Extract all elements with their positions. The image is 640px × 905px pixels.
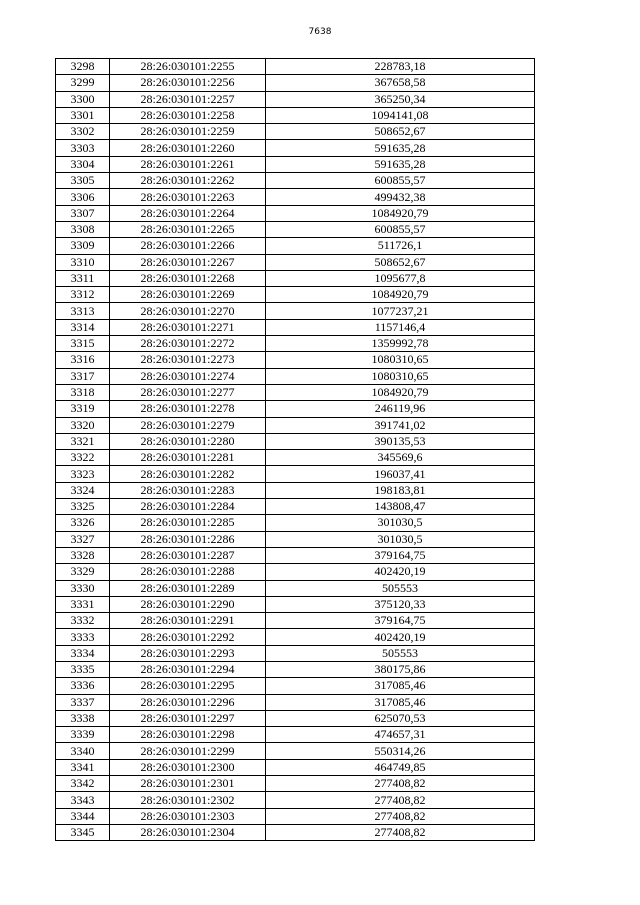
cadastral-value-cell: 505553 xyxy=(266,580,535,596)
row-number-cell: 3298 xyxy=(56,59,110,75)
table-row xyxy=(56,156,535,172)
table-row xyxy=(56,792,535,808)
cadastral-value-cell: 301030,5 xyxy=(266,531,535,547)
cadastral-number-cell: 28:26:030101:2300 xyxy=(110,759,266,775)
cadastral-value-table xyxy=(55,58,535,841)
table-row xyxy=(56,727,535,743)
row-number-cell: 3345 xyxy=(56,824,110,840)
cadastral-value-cell: 365250,34 xyxy=(266,91,535,107)
cadastral-number-cell: 28:26:030101:2290 xyxy=(110,596,266,612)
table-row xyxy=(56,613,535,629)
cadastral-value-cell: 277408,82 xyxy=(266,824,535,840)
row-number-cell: 3309 xyxy=(56,238,110,254)
cadastral-value-cell: 301030,5 xyxy=(266,515,535,531)
cadastral-number-cell: 28:26:030101:2288 xyxy=(110,564,266,580)
table-row xyxy=(56,303,535,319)
cadastral-value-cell: 1084920,79 xyxy=(266,287,535,303)
table-row xyxy=(56,450,535,466)
row-number-cell: 3301 xyxy=(56,107,110,123)
row-number-cell: 3321 xyxy=(56,433,110,449)
table-row xyxy=(56,433,535,449)
cadastral-value-cell: 390135,53 xyxy=(266,433,535,449)
table-row xyxy=(56,59,535,75)
row-number-cell: 3343 xyxy=(56,792,110,808)
row-number-cell: 3304 xyxy=(56,156,110,172)
cadastral-number-cell: 28:26:030101:2256 xyxy=(110,75,266,91)
row-number-cell: 3311 xyxy=(56,270,110,286)
cadastral-value-cell: 508652,67 xyxy=(266,254,535,270)
cadastral-value-cell: 1094141,08 xyxy=(266,107,535,123)
row-number-cell: 3335 xyxy=(56,661,110,677)
cadastral-number-cell: 28:26:030101:2268 xyxy=(110,270,266,286)
cadastral-value-cell: 508652,67 xyxy=(266,124,535,140)
cadastral-number-cell: 28:26:030101:2270 xyxy=(110,303,266,319)
cadastral-number-cell: 28:26:030101:2281 xyxy=(110,450,266,466)
cadastral-value-cell: 474657,31 xyxy=(266,727,535,743)
cadastral-number-cell: 28:26:030101:2278 xyxy=(110,401,266,417)
cadastral-number-cell: 28:26:030101:2273 xyxy=(110,352,266,368)
cadastral-value-cell: 1157146,4 xyxy=(266,319,535,335)
cadastral-value-cell: 1359992,78 xyxy=(266,336,535,352)
cadastral-number-cell: 28:26:030101:2302 xyxy=(110,792,266,808)
cadastral-number-cell: 28:26:030101:2291 xyxy=(110,613,266,629)
row-number-cell: 3300 xyxy=(56,91,110,107)
cadastral-number-cell: 28:26:030101:2272 xyxy=(110,336,266,352)
cadastral-number-cell: 28:26:030101:2274 xyxy=(110,368,266,384)
table-row xyxy=(56,417,535,433)
cadastral-number-cell: 28:26:030101:2283 xyxy=(110,482,266,498)
table-row xyxy=(56,319,535,335)
cadastral-number-cell: 28:26:030101:2285 xyxy=(110,515,266,531)
cadastral-number-cell: 28:26:030101:2295 xyxy=(110,678,266,694)
cadastral-value-cell: 277408,82 xyxy=(266,776,535,792)
table-row xyxy=(56,499,535,515)
row-number-cell: 3341 xyxy=(56,759,110,775)
cadastral-number-cell: 28:26:030101:2269 xyxy=(110,287,266,303)
cadastral-value-cell: 379164,75 xyxy=(266,547,535,563)
row-number-cell: 3302 xyxy=(56,124,110,140)
cadastral-number-cell: 28:26:030101:2264 xyxy=(110,205,266,221)
cadastral-number-cell: 28:26:030101:2258 xyxy=(110,107,266,123)
row-number-cell: 3333 xyxy=(56,629,110,645)
cadastral-value-cell: 196037,41 xyxy=(266,466,535,482)
cadastral-number-cell: 28:26:030101:2293 xyxy=(110,645,266,661)
cadastral-number-cell: 28:26:030101:2261 xyxy=(110,156,266,172)
table-row xyxy=(56,678,535,694)
cadastral-value-cell: 198183,81 xyxy=(266,482,535,498)
cadastral-value-cell: 391741,02 xyxy=(266,417,535,433)
cadastral-value-cell: 246119,96 xyxy=(266,401,535,417)
row-number-cell: 3318 xyxy=(56,384,110,400)
cadastral-number-cell: 28:26:030101:2280 xyxy=(110,433,266,449)
cadastral-number-cell: 28:26:030101:2263 xyxy=(110,189,266,205)
row-number-cell: 3329 xyxy=(56,564,110,580)
page-number: 7638 xyxy=(308,27,332,37)
row-number-cell: 3327 xyxy=(56,531,110,547)
table-row xyxy=(56,270,535,286)
row-number-cell: 3326 xyxy=(56,515,110,531)
row-number-cell: 3308 xyxy=(56,221,110,237)
cadastral-value-cell: 402420,19 xyxy=(266,564,535,580)
table-row xyxy=(56,75,535,91)
cadastral-value-cell: 505553 xyxy=(266,645,535,661)
table-row xyxy=(56,629,535,645)
cadastral-value-cell: 625070,53 xyxy=(266,710,535,726)
row-number-cell: 3338 xyxy=(56,710,110,726)
table-row xyxy=(56,254,535,270)
table-row xyxy=(56,824,535,840)
row-number-cell: 3339 xyxy=(56,727,110,743)
cadastral-number-cell: 28:26:030101:2298 xyxy=(110,727,266,743)
cadastral-value-cell: 499432,38 xyxy=(266,189,535,205)
cadastral-value-cell: 1095677,8 xyxy=(266,270,535,286)
row-number-cell: 3306 xyxy=(56,189,110,205)
cadastral-value-cell: 600855,57 xyxy=(266,221,535,237)
row-number-cell: 3340 xyxy=(56,743,110,759)
table-row xyxy=(56,580,535,596)
table-row xyxy=(56,401,535,417)
row-number-cell: 3331 xyxy=(56,596,110,612)
cadastral-value-cell: 228783,18 xyxy=(266,59,535,75)
cadastral-value-cell: 317085,46 xyxy=(266,694,535,710)
cadastral-value-cell: 591635,28 xyxy=(266,140,535,156)
row-number-cell: 3325 xyxy=(56,499,110,515)
cadastral-number-cell: 28:26:030101:2296 xyxy=(110,694,266,710)
row-number-cell: 3319 xyxy=(56,401,110,417)
cadastral-value-cell: 511726,1 xyxy=(266,238,535,254)
cadastral-value-cell: 375120,33 xyxy=(266,596,535,612)
table-row xyxy=(56,336,535,352)
row-number-cell: 3324 xyxy=(56,482,110,498)
cadastral-value-cell: 1084920,79 xyxy=(266,205,535,221)
cadastral-value-cell: 277408,82 xyxy=(266,792,535,808)
cadastral-number-cell: 28:26:030101:2286 xyxy=(110,531,266,547)
row-number-cell: 3312 xyxy=(56,287,110,303)
row-number-cell: 3305 xyxy=(56,173,110,189)
row-number-cell: 3342 xyxy=(56,776,110,792)
cadastral-value-cell: 1080310,65 xyxy=(266,368,535,384)
table-row xyxy=(56,710,535,726)
cadastral-value-cell: 550314,26 xyxy=(266,743,535,759)
cadastral-value-cell: 379164,75 xyxy=(266,613,535,629)
table-row xyxy=(56,368,535,384)
table-row xyxy=(56,515,535,531)
table-row xyxy=(56,564,535,580)
cadastral-value-cell: 345569,6 xyxy=(266,450,535,466)
table-row xyxy=(56,238,535,254)
cadastral-value-cell: 380175,86 xyxy=(266,661,535,677)
row-number-cell: 3310 xyxy=(56,254,110,270)
table-row xyxy=(56,91,535,107)
row-number-cell: 3323 xyxy=(56,466,110,482)
table-row xyxy=(56,694,535,710)
table-row xyxy=(56,547,535,563)
cadastral-value-cell: 1077237,21 xyxy=(266,303,535,319)
table-row xyxy=(56,808,535,824)
row-number-cell: 3299 xyxy=(56,75,110,91)
row-number-cell: 3316 xyxy=(56,352,110,368)
cadastral-value-cell: 367658,58 xyxy=(266,75,535,91)
table-row xyxy=(56,759,535,775)
table-row xyxy=(56,173,535,189)
row-number-cell: 3315 xyxy=(56,336,110,352)
row-number-cell: 3336 xyxy=(56,678,110,694)
table-row xyxy=(56,482,535,498)
row-number-cell: 3307 xyxy=(56,205,110,221)
cadastral-number-cell: 28:26:030101:2304 xyxy=(110,824,266,840)
row-number-cell: 3334 xyxy=(56,645,110,661)
cadastral-number-cell: 28:26:030101:2297 xyxy=(110,710,266,726)
row-number-cell: 3330 xyxy=(56,580,110,596)
cadastral-value-cell: 464749,85 xyxy=(266,759,535,775)
table-row xyxy=(56,205,535,221)
cadastral-number-cell: 28:26:030101:2262 xyxy=(110,173,266,189)
cadastral-number-cell: 28:26:030101:2303 xyxy=(110,808,266,824)
cadastral-number-cell: 28:26:030101:2259 xyxy=(110,124,266,140)
table-row xyxy=(56,596,535,612)
table-row xyxy=(56,384,535,400)
row-number-cell: 3317 xyxy=(56,368,110,384)
row-number-cell: 3313 xyxy=(56,303,110,319)
table-row xyxy=(56,287,535,303)
cadastral-value-cell: 591635,28 xyxy=(266,156,535,172)
cadastral-number-cell: 28:26:030101:2257 xyxy=(110,91,266,107)
cadastral-number-cell: 28:26:030101:2271 xyxy=(110,319,266,335)
row-number-cell: 3314 xyxy=(56,319,110,335)
row-number-cell: 3320 xyxy=(56,417,110,433)
cadastral-number-cell: 28:26:030101:2255 xyxy=(110,59,266,75)
cadastral-value-cell: 600855,57 xyxy=(266,173,535,189)
cadastral-number-cell: 28:26:030101:2289 xyxy=(110,580,266,596)
cadastral-number-cell: 28:26:030101:2301 xyxy=(110,776,266,792)
table-row xyxy=(56,107,535,123)
row-number-cell: 3344 xyxy=(56,808,110,824)
row-number-cell: 3322 xyxy=(56,450,110,466)
cadastral-number-cell: 28:26:030101:2260 xyxy=(110,140,266,156)
cadastral-number-cell: 28:26:030101:2277 xyxy=(110,384,266,400)
row-number-cell: 3332 xyxy=(56,613,110,629)
row-number-cell: 3337 xyxy=(56,694,110,710)
table-row xyxy=(56,531,535,547)
cadastral-number-cell: 28:26:030101:2282 xyxy=(110,466,266,482)
table-row xyxy=(56,466,535,482)
table-row xyxy=(56,352,535,368)
table-body xyxy=(56,59,535,841)
table-row xyxy=(56,221,535,237)
cadastral-number-cell: 28:26:030101:2287 xyxy=(110,547,266,563)
cadastral-value-cell: 1080310,65 xyxy=(266,352,535,368)
cadastral-number-cell: 28:26:030101:2267 xyxy=(110,254,266,270)
table-row xyxy=(56,189,535,205)
cadastral-number-cell: 28:26:030101:2279 xyxy=(110,417,266,433)
cadastral-value-cell: 317085,46 xyxy=(266,678,535,694)
table-row xyxy=(56,743,535,759)
table-row xyxy=(56,645,535,661)
table-row xyxy=(56,124,535,140)
cadastral-number-cell: 28:26:030101:2284 xyxy=(110,499,266,515)
row-number-cell: 3328 xyxy=(56,547,110,563)
cadastral-value-cell: 402420,19 xyxy=(266,629,535,645)
cadastral-number-cell: 28:26:030101:2294 xyxy=(110,661,266,677)
cadastral-number-cell: 28:26:030101:2299 xyxy=(110,743,266,759)
table-row xyxy=(56,661,535,677)
table-row xyxy=(56,140,535,156)
cadastral-number-cell: 28:26:030101:2265 xyxy=(110,221,266,237)
cadastral-value-cell: 143808,47 xyxy=(266,499,535,515)
row-number-cell: 3303 xyxy=(56,140,110,156)
cadastral-value-cell: 1084920,79 xyxy=(266,384,535,400)
table-row xyxy=(56,776,535,792)
cadastral-number-cell: 28:26:030101:2266 xyxy=(110,238,266,254)
cadastral-number-cell: 28:26:030101:2292 xyxy=(110,629,266,645)
cadastral-value-cell: 277408,82 xyxy=(266,808,535,824)
